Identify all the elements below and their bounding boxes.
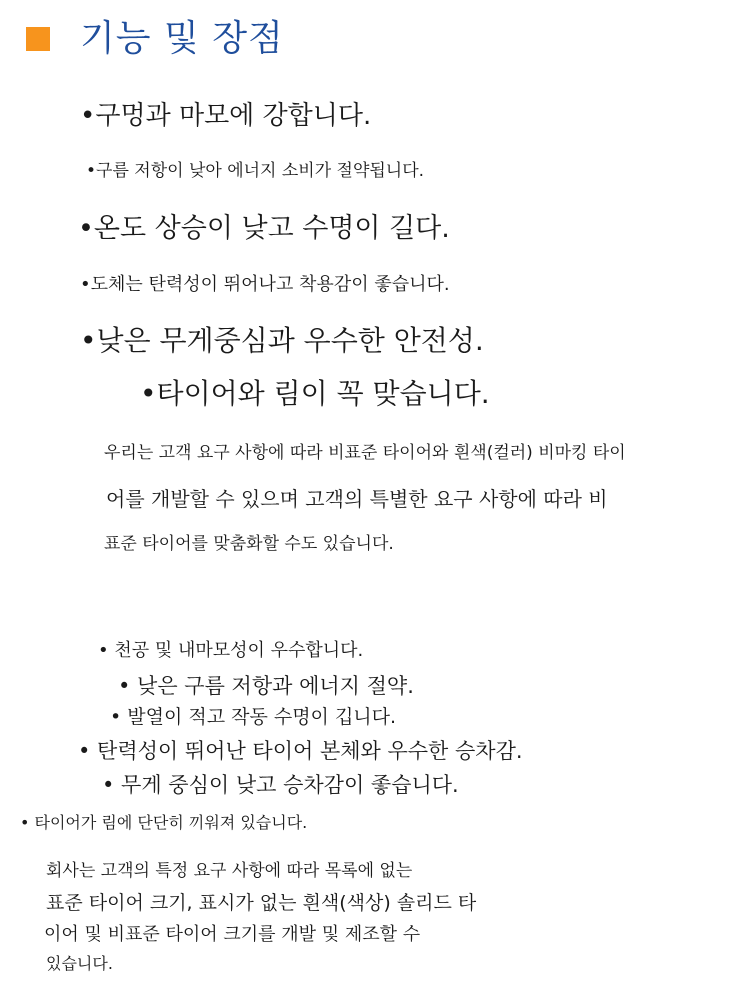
feature-bullet: •구름 저항이 낮아 에너지 소비가 절약됩니다. [86,161,425,181]
description-line: 어를 개발할 수 있으며 고객의 특별한 요구 사항에 따라 비 [106,487,608,511]
feature-bullet: • 천공 및 내마모성이 우수합니다. [98,640,364,661]
feature-bullet: • 타이어가 림에 단단히 끼워져 있습니다. [20,813,308,832]
description-line: 이어 및 비표준 타이어 크기를 개발 및 제조할 수 [44,924,421,945]
feature-bullet: •구멍과 마모에 강합니다. [80,101,372,131]
description-line: 우리는 고객 요구 사항에 따라 비표준 타이어와 흰색(컬러) 비마킹 타이 [104,443,626,463]
description-line: 표준 타이어 크기, 표시가 없는 흰색(색상) 솔리드 타 [46,892,477,914]
feature-bullet: •낮은 무게중심과 우수한 안전성. [80,324,484,357]
feature-bullet: •타이어와 림이 꼭 맞습니다. [140,377,490,410]
description-line: 회사는 고객의 특정 요구 사항에 따라 목록에 없는 [46,861,413,881]
feature-bullet: •도체는 탄력성이 뛰어나고 착용감이 좋습니다. [80,274,450,295]
description-line: 표준 타이어를 맞춤화할 수도 있습니다. [104,534,394,554]
page-title: 기능 및 장점 [80,18,284,59]
feature-bullet: • 발열이 적고 작동 수명이 깁니다. [110,706,397,728]
feature-bullet: • 탄력성이 뛰어난 타이어 본체와 우수한 승차감. [78,739,523,763]
orange-square-icon [26,27,50,51]
feature-bullet: • 낮은 구름 저항과 에너지 절약. [118,674,414,698]
feature-bullet: • 무게 중심이 낮고 승차감이 좋습니다. [102,773,459,797]
description-line: 있습니다. [46,954,113,973]
feature-bullet: •온도 상승이 낮고 수명이 길다. [78,213,450,244]
